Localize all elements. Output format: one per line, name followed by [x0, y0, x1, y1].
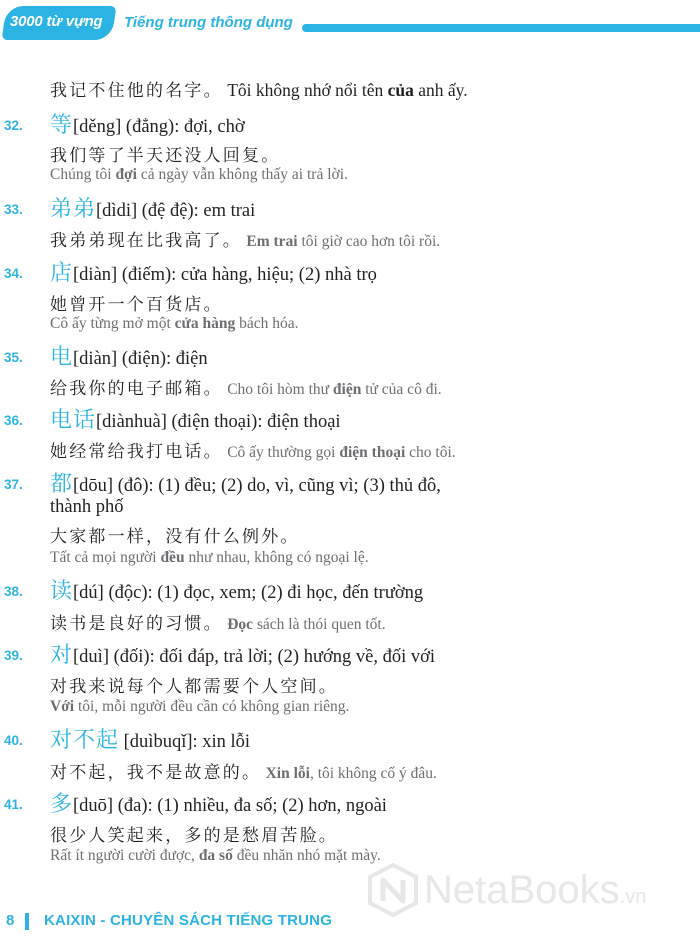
- translation-pre: Rất ít người cười được,: [50, 847, 199, 864]
- watermark-brand: NetaBooks: [424, 868, 620, 912]
- example-chinese: 读书是良好的习惯。: [50, 614, 223, 634]
- entry-hanzi: 店: [50, 261, 74, 286]
- translation-pre: Tất cả mọi người: [50, 549, 161, 566]
- translation-pre: Cô ấy từng mở một: [50, 315, 175, 332]
- entry-definition: [diànhuà] (điện thoại): điện thoại: [96, 412, 341, 432]
- entry-number: 36.: [4, 413, 23, 428]
- footer-title: KAIXIN - CHUYÊN SÁCH TIẾNG TRUNG: [44, 912, 333, 929]
- entry-translation: [50, 163, 348, 184]
- page-number: 8: [6, 912, 15, 929]
- translation-post: cả ngày vẫn không thấy ai trả lời.: [136, 166, 348, 183]
- entry-number: 38.: [4, 584, 23, 599]
- example-chinese: 她曾开一个百货店。: [50, 295, 223, 315]
- entry-number: 40.: [4, 733, 23, 748]
- entry-hanzi: 弟弟: [50, 197, 97, 222]
- footer-divider: [25, 913, 29, 930]
- example-chinese: 给我你的电子邮箱。: [50, 379, 223, 399]
- example-chinese: 我弟弟现在比我高了。: [50, 231, 242, 251]
- translation-bold: Đọc: [227, 616, 254, 633]
- intro-vi-bold: của: [387, 80, 414, 100]
- translation-post: cho tôi.: [405, 444, 456, 461]
- entry-number: 33.: [4, 202, 23, 217]
- entry-hanzi: 多: [50, 792, 74, 817]
- entry-headline: [50, 256, 377, 287]
- entry-chinese-example: [50, 609, 386, 634]
- example-chinese: 我们等了半天还没人回复。: [50, 146, 281, 166]
- entry-hanzi: 电话: [50, 408, 97, 433]
- translation-bold: Xin lỗi: [265, 765, 310, 782]
- entry-headline: [50, 787, 387, 818]
- entry-definition: [duìbuqǐ]: xin lỗi: [119, 732, 251, 752]
- entry-hanzi: 对: [50, 643, 74, 668]
- translation-post: tôi, mỗi người đều cần có không gian riêng.: [74, 698, 350, 715]
- page-header: [0, 0, 700, 60]
- entry-headline: [50, 638, 435, 669]
- entry-number: 34.: [4, 266, 23, 281]
- example-chinese: 大家都一样，没有什么例外。: [50, 527, 300, 547]
- entry-chinese-example: [50, 374, 442, 399]
- example-chinese: 她经常给我打电话。: [50, 442, 223, 462]
- translation-bold: điện: [332, 381, 362, 398]
- example-chinese: 对我来说每个人都需要个人空间。: [50, 677, 338, 697]
- entry-chinese-example: [50, 522, 300, 547]
- entry-headline: [50, 340, 208, 371]
- watermark: [424, 868, 646, 913]
- translation-bold: đợi: [115, 166, 137, 183]
- example-chinese: 很少人笑起来，多的是愁眉苦脸。: [50, 826, 338, 846]
- entry-definition: [dìdi] (đệ đệ): em trai: [96, 201, 256, 221]
- entry-definition: [duì] (đối): đối đáp, trả lời; (2) hướng về, đối với: [73, 647, 436, 667]
- entry-headline: [50, 467, 441, 498]
- intro-vi-post: anh ấy.: [413, 80, 468, 100]
- translation-post: tử của cô đi.: [361, 381, 442, 398]
- entry-definition: [děng] (đẳng): đợi, chờ: [73, 117, 245, 137]
- entry-definition: [dōu] (đô): (1) đều; (2) do, vì, cũng vì; (3) thủ đô,: [73, 476, 441, 496]
- translation-pre: Cô ấy thường gọi: [227, 444, 340, 461]
- entry-headline: [50, 403, 341, 434]
- entry-chinese-example: [50, 821, 338, 846]
- translation-pre: Chúng tôi: [50, 166, 116, 183]
- entry-definition: [diàn] (điếm): cửa hàng, hiệu; (2) nhà trọ: [73, 265, 377, 285]
- entry-chinese-example: [50, 226, 440, 251]
- entry-headline: [50, 574, 423, 605]
- translation-pre: Cho tôi hòm thư: [227, 381, 333, 398]
- entry-number: 32.: [4, 118, 23, 133]
- entry-number: 35.: [4, 350, 23, 365]
- translation-bold: điện thoại: [339, 444, 406, 461]
- example-chinese: 对不起，我不是故意的。: [50, 763, 262, 783]
- entry-number: 41.: [4, 797, 23, 812]
- entry-hanzi: 对不起: [50, 728, 120, 753]
- entry-definition-cont: [50, 496, 123, 518]
- entry-translation: [50, 312, 298, 333]
- watermark-suffix: .vn: [619, 886, 647, 908]
- entry-definition: [dú] (độc): (1) đọc, xem; (2) đi học, đến trường: [73, 583, 424, 603]
- entry-hanzi: 电: [50, 345, 74, 370]
- header-rule: [302, 24, 700, 32]
- translation-bold: Với: [50, 698, 75, 715]
- intro-chinese: 我记不住他的名字。: [50, 81, 223, 101]
- entry-hanzi: 读: [50, 579, 74, 604]
- entry-definition: [diàn] (điện): điện: [73, 349, 208, 369]
- book-subtitle: Tiếng trung thông dụng: [124, 14, 293, 31]
- entry-headline: [50, 723, 250, 754]
- series-badge-text: 3000 từ vựng: [10, 13, 103, 30]
- entry-chinese-example: [50, 758, 437, 783]
- intro-example: [50, 76, 468, 101]
- translation-post: , tôi không cố ý đâu.: [309, 765, 437, 782]
- translation-bold: cửa hàng: [174, 315, 236, 332]
- translation-post: như nhau, không có ngoại lệ.: [184, 549, 369, 566]
- entry-hanzi: 等: [50, 113, 74, 138]
- translation-bold: đều: [160, 549, 185, 566]
- translation-post: đều nhăn nhó mặt mày.: [232, 847, 381, 864]
- translation-post: tôi giờ cao hơn tôi rồi.: [297, 233, 441, 250]
- entry-hanzi: 都: [50, 472, 74, 497]
- translation-post: bách hóa.: [235, 315, 299, 332]
- entry-definition: [duō] (đa): (1) nhiều, đa số; (2) hơn, ngoài: [73, 796, 387, 816]
- entry-translation: [50, 695, 349, 716]
- entry-definition-line2: thành phố: [50, 497, 124, 517]
- entry-translation: [50, 546, 369, 567]
- entry-headline: [50, 192, 255, 223]
- intro-vi-pre: Tôi không nhớ nổi tên: [227, 80, 388, 100]
- entry-chinese-example: [50, 672, 338, 697]
- netabooks-logo-icon: [366, 863, 420, 917]
- entry-number: 39.: [4, 648, 23, 663]
- entry-headline: [50, 108, 245, 139]
- entry-translation: [50, 844, 381, 865]
- entry-chinese-example: [50, 437, 456, 462]
- entry-number: 37.: [4, 477, 23, 492]
- translation-bold: Em trai: [246, 233, 298, 250]
- translation-bold: đa số: [198, 847, 233, 864]
- translation-post: sách là thói quen tốt.: [253, 616, 386, 633]
